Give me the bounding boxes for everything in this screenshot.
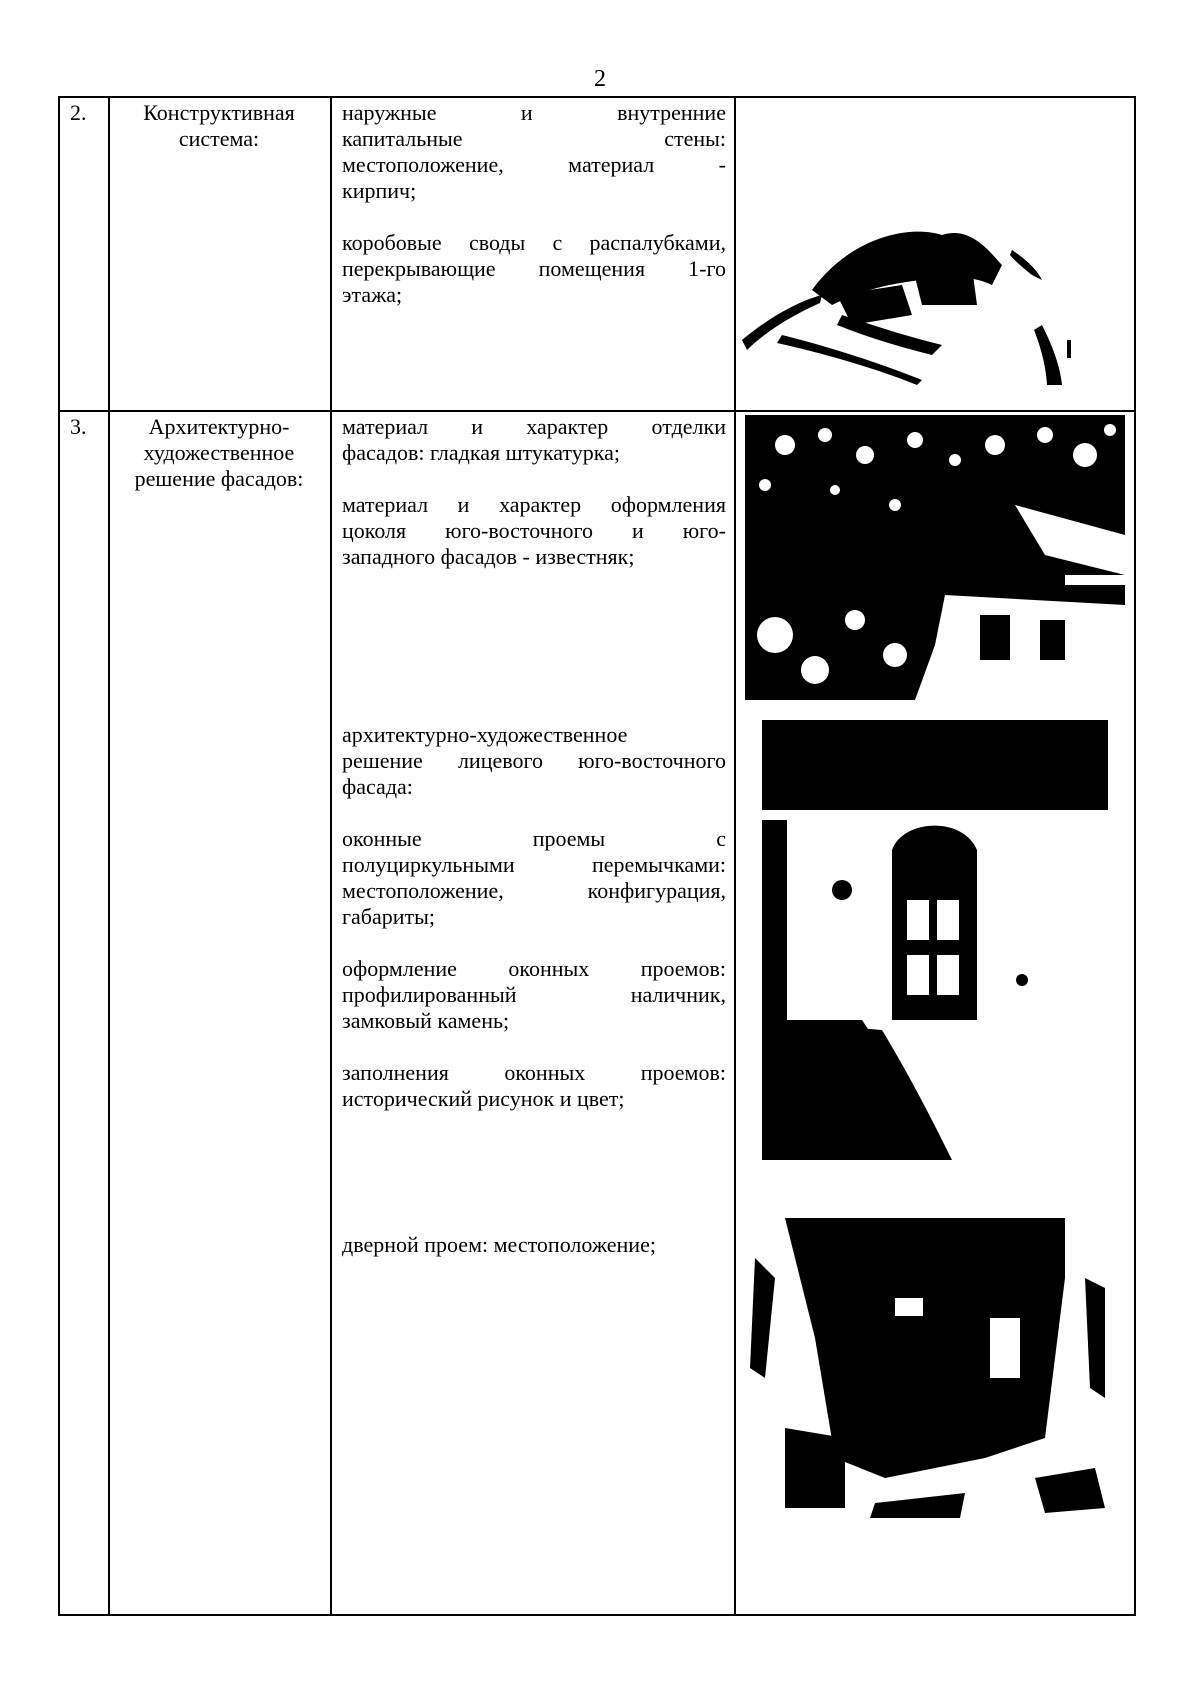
text-word: коробовые xyxy=(342,230,442,255)
text-word: перекрывающие xyxy=(342,256,496,281)
text-word: дверной проем: местоположение; xyxy=(342,1232,656,1257)
text-word: 1-го xyxy=(688,256,726,281)
table-col-divider-3 xyxy=(734,96,736,1616)
text-word: перемычками: xyxy=(592,852,726,877)
text-word: полуциркульными xyxy=(342,852,515,877)
text-word: стены: xyxy=(664,126,726,151)
page-number: 2 xyxy=(594,66,606,92)
text-word: лицевого xyxy=(457,748,543,773)
row-description xyxy=(342,100,726,308)
text-word: и xyxy=(471,414,484,439)
text-word: местоположение, xyxy=(342,878,504,903)
text-word: характер xyxy=(526,414,609,439)
text-word: с xyxy=(552,230,563,255)
text-word: характер xyxy=(499,492,582,517)
table-row-divider xyxy=(58,410,1136,412)
text-word: фасада: xyxy=(342,774,413,799)
text-word: цоколя xyxy=(342,518,407,543)
text-word: и xyxy=(631,518,644,543)
text-word: своды xyxy=(468,230,526,255)
text-word: материал xyxy=(342,414,429,439)
text-word: помещения xyxy=(538,256,646,281)
row-number: 3. xyxy=(70,414,87,439)
row-description-windows xyxy=(342,722,726,1112)
text-word: проемов: xyxy=(640,1060,726,1085)
text-word: материал xyxy=(342,492,429,517)
text-word: оконных xyxy=(504,1060,586,1085)
category-line: художественное xyxy=(143,440,295,465)
category-line: Конструктивная xyxy=(143,100,295,125)
table-border-right xyxy=(1134,96,1136,1616)
text-word: решение xyxy=(342,748,423,773)
window-photo-icon xyxy=(762,720,1108,1160)
text-word: габариты; xyxy=(342,904,436,929)
category-line: система: xyxy=(178,126,260,151)
row-description-door xyxy=(342,1232,726,1258)
text-word: и xyxy=(457,492,470,517)
text-word: наружные xyxy=(342,100,437,125)
text-word: наличник, xyxy=(630,982,726,1007)
text-word: конфигурация, xyxy=(587,878,726,903)
table-border-left xyxy=(58,96,60,1616)
facade-photo-icon xyxy=(745,415,1125,700)
text-word: западного фасадов - известняк; xyxy=(342,544,635,569)
text-word: кирпич; xyxy=(342,178,417,203)
text-word: оформления xyxy=(610,492,726,517)
category-line: Архитектурно- xyxy=(148,414,290,439)
text-word: отделки xyxy=(651,414,726,439)
text-word: фасадов: гладкая штукатурка; xyxy=(342,440,620,465)
door-photo-icon xyxy=(745,1218,1121,1518)
table-col-divider-2 xyxy=(330,96,332,1616)
text-word: внутренние xyxy=(617,100,726,125)
text-word: оконных xyxy=(508,956,590,981)
text-word: оформление xyxy=(342,956,457,981)
table-border-bottom xyxy=(58,1614,1136,1616)
text-word: местоположение, xyxy=(342,152,504,177)
table-col-divider-1 xyxy=(108,96,110,1616)
text-word: юго- xyxy=(682,518,726,543)
row-description xyxy=(342,414,726,570)
text-word: архитектурно-художественное xyxy=(342,722,628,747)
vault-photo-icon xyxy=(742,195,1122,395)
text-word: профилированный xyxy=(342,982,517,1007)
text-word: проемы xyxy=(532,826,606,851)
text-word: и xyxy=(520,100,533,125)
text-word: проемов: xyxy=(640,956,726,981)
text-word: юго-восточного xyxy=(445,518,593,543)
row-category xyxy=(112,100,326,152)
text-word: - xyxy=(718,152,726,177)
text-word: с xyxy=(716,826,726,851)
text-word: заполнения xyxy=(342,1060,449,1085)
text-word: юго-восточного xyxy=(578,748,726,773)
text-word: исторический рисунок и цвет; xyxy=(342,1086,625,1111)
row-category xyxy=(112,414,326,492)
text-word: распалубками, xyxy=(589,230,726,255)
text-word: оконные xyxy=(342,826,422,851)
text-word: материал xyxy=(568,152,655,177)
row-number: 2. xyxy=(70,100,87,125)
table-border-top xyxy=(58,96,1136,98)
text-word: капитальные xyxy=(342,126,463,151)
category-line: решение фасадов: xyxy=(134,466,304,491)
text-word: замковый камень; xyxy=(342,1008,510,1033)
text-word: этажа; xyxy=(342,282,403,307)
